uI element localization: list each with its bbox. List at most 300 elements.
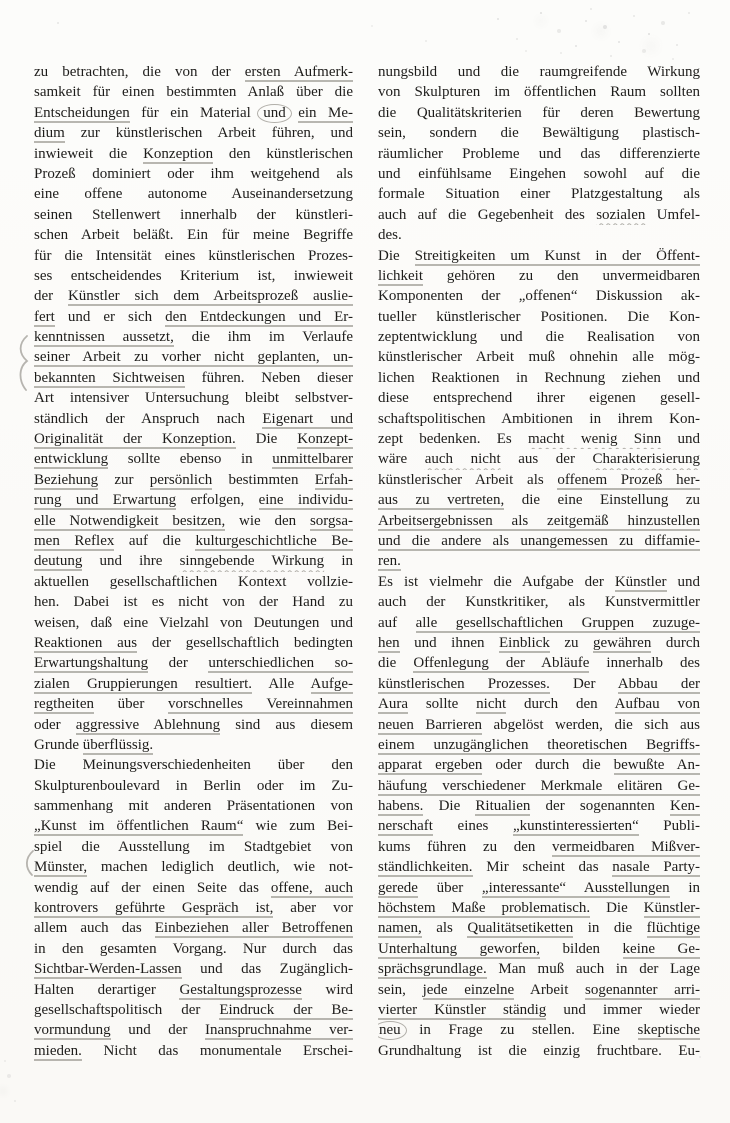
text-run: auf die	[114, 532, 196, 549]
text-line	[34, 490, 353, 510]
pencil-underline: Konzept-	[297, 431, 353, 448]
pencil-underline: vierter Künstler ständig	[378, 1001, 547, 1018]
pencil-underline: ren.	[378, 553, 401, 570]
text-line	[34, 449, 353, 469]
text-line	[378, 918, 700, 938]
scan-noise-speckles	[0, 0, 2, 2]
pencil-underline: Reaktionen aus	[34, 634, 138, 651]
text-run: Skulpturenboulevard in Berlin oder im Zu-	[34, 777, 353, 794]
text-run: nungsbild und die raumgreifende Wirkung	[378, 64, 700, 80]
text-run: der gesellschaftlich bedingten	[137, 634, 353, 651]
margin-paren-mark	[23, 849, 35, 877]
text-run: spiel die Ausstellung im Stadtgebiet von	[34, 838, 353, 855]
text-line	[34, 184, 353, 204]
text-line	[34, 1041, 353, 1061]
text-line	[378, 1041, 700, 1061]
text-run: Man muß auch in der Lage	[486, 961, 700, 978]
pencil-wavy-underline: Charakterisierung	[592, 451, 700, 468]
text-run: führen. Neben dieser	[184, 369, 353, 386]
pencil-underline: elle Notwendigkeit besitzen,	[34, 512, 226, 529]
text-line	[378, 511, 700, 531]
text-run: abgelöst werden, die sich aus	[481, 716, 700, 733]
pencil-underline: nasale Party-	[612, 859, 700, 876]
text-run: räumlicher Probleme und das differenzierte	[378, 145, 700, 162]
pencil-underline: höchstem Maße problematisch.	[378, 900, 591, 917]
text-line	[378, 123, 700, 143]
text-line	[34, 959, 353, 979]
text-run: die Qualitätskriterien für deren Bewertung	[378, 104, 700, 121]
pencil-underline: men Reflex	[34, 532, 115, 549]
text-run: über	[417, 879, 482, 896]
pencil-circle: und	[257, 104, 292, 123]
text-line	[378, 164, 700, 184]
text-line	[34, 715, 353, 735]
text-run: bilden	[540, 940, 623, 957]
margin-brace-mark	[15, 334, 31, 392]
pencil-underline: sogenannter arri-	[585, 981, 700, 998]
text-run: in den gesamten Vorgang. Nur durch das	[34, 940, 353, 957]
text-run: sollte	[408, 696, 477, 713]
text-line	[378, 776, 700, 796]
text-column-left	[34, 62, 353, 1061]
pencil-circle: neu	[378, 1021, 407, 1040]
text-line	[378, 470, 700, 490]
text-run: Arbeit	[514, 981, 586, 998]
text-run: und er sich	[54, 308, 166, 325]
text-run: samkeit für einen bestimmten Anlaß über die	[34, 84, 353, 101]
text-line	[34, 123, 353, 143]
text-line	[34, 470, 353, 490]
text-run: auf	[378, 614, 416, 631]
text-run: eine offene autonome Auseinandersetzung	[34, 186, 353, 203]
text-run: wie zum Bei-	[243, 818, 353, 835]
pencil-underline: alle gesellschaftlichen Gruppen zuzuge-	[415, 614, 700, 631]
pencil-underline: einem unzugänglichen theoretischen Begriffs-	[378, 736, 700, 753]
text-line	[34, 246, 353, 266]
pencil-underline: aggressive Ablehnung	[75, 716, 221, 733]
text-line	[378, 449, 700, 469]
text-run: Grunde	[34, 736, 83, 753]
text-run: wie den	[225, 512, 310, 529]
text-run: wird	[301, 981, 353, 998]
pencil-underline: Beziehung	[34, 471, 99, 488]
pencil-wavy-underline: auch nicht	[424, 451, 501, 468]
pencil-underline: ersten Aufmerk-	[244, 64, 353, 80]
text-line	[34, 735, 353, 755]
text-run: und das Zugänglich-	[181, 961, 353, 978]
text-run: ständlich der Anspruch nach	[34, 410, 263, 427]
text-line	[34, 918, 353, 938]
text-run: als	[421, 920, 468, 937]
text-line	[34, 613, 353, 633]
text-run: Die	[378, 247, 415, 264]
text-run: innerhalb des	[589, 655, 700, 672]
text-line	[378, 246, 700, 266]
text-line	[378, 633, 700, 653]
text-run: diese entsprechend ihrer eigenen gesell-	[378, 390, 700, 407]
text-run: Die	[423, 798, 476, 815]
text-run: Es ist vielmehr die Aufgabe der	[378, 573, 615, 590]
text-line	[378, 205, 700, 225]
pencil-underline: flüchtige	[646, 920, 700, 937]
pencil-underline: Offenlegung der Abläufe	[413, 655, 590, 672]
pencil-underline: Gestaltungsprozesse	[179, 981, 302, 998]
text-run: wäre	[378, 451, 425, 468]
text-line	[34, 286, 353, 306]
text-run: Mir scheint das	[472, 859, 613, 876]
pencil-underline: Erfah-	[314, 471, 353, 488]
pencil-underline: mieden.	[34, 1042, 82, 1059]
pencil-underline: kenntnissen aussetzt,	[34, 329, 174, 346]
pencil-underline: neuen Barrieren	[378, 716, 482, 733]
pencil-underline: Arbeitsergebnissen als zeitgemäß hinzustellen	[378, 512, 700, 529]
text-line	[34, 878, 353, 898]
pencil-underline: sorgsa-	[309, 512, 353, 529]
text-run: der sogenannten	[530, 798, 670, 815]
text-line	[34, 837, 353, 857]
pencil-underline: Ritualien	[475, 798, 531, 815]
text-run: zur	[98, 471, 150, 488]
text-run: und ihre	[82, 553, 180, 570]
text-line	[34, 225, 353, 245]
text-line	[34, 653, 353, 673]
pencil-underline: bewußte An-	[613, 757, 700, 774]
pencil-underline: Aufbau von	[614, 696, 700, 713]
text-line	[378, 857, 700, 877]
text-run: Grundhaltung ist die einzig fruchtbare. Eu-	[378, 1042, 700, 1059]
text-run: sind aus diesem	[220, 716, 353, 733]
text-run: Der	[549, 675, 618, 692]
text-run: Halten derartiger	[34, 981, 180, 998]
pencil-underline: ein Me-	[298, 104, 353, 121]
text-run: der	[34, 288, 68, 305]
text-run: Die	[590, 900, 644, 917]
text-run: den künstlerischen	[213, 145, 353, 162]
pencil-underline: apparat ergeben	[378, 757, 483, 774]
pencil-underline: Einblick	[499, 634, 550, 651]
text-line	[34, 755, 353, 775]
text-run: in	[324, 553, 353, 570]
pencil-underline: Aufge-	[310, 675, 353, 692]
text-line	[34, 347, 353, 367]
pencil-underline: Künstler sich dem Arbeitsprozeß auslie-	[67, 288, 353, 305]
text-line	[378, 653, 700, 673]
text-line	[378, 144, 700, 164]
text-run: Alle	[252, 675, 311, 692]
text-run: zu betrachten, die von der	[34, 64, 245, 80]
text-run: wendig auf der einen Seite das	[34, 879, 271, 896]
text-run: durch den	[506, 696, 615, 713]
pencil-underline: fert	[34, 308, 55, 325]
text-run: Art intensiver Untersuchung bleibt selbstver-	[34, 390, 353, 407]
pencil-underline: häufung verschiedener Merkmale elitären Ge-	[378, 777, 700, 794]
text-run: in	[669, 879, 700, 896]
text-run: sein,	[378, 981, 423, 998]
scan-noise-smudges	[0, 0, 2, 2]
text-line	[378, 735, 700, 755]
text-run: machen lediglich deutlich, wie not-	[87, 859, 353, 876]
text-line	[34, 266, 353, 286]
text-line	[378, 409, 700, 429]
pencil-underline: jede einzelne	[422, 981, 515, 998]
pencil-underline: Künstler	[614, 573, 667, 590]
text-run: und immer wieder	[546, 1001, 700, 1018]
text-line	[378, 1020, 700, 1040]
text-line	[378, 103, 700, 123]
text-line	[378, 898, 700, 918]
text-line	[378, 368, 700, 388]
text-line	[378, 225, 700, 245]
text-line	[378, 796, 700, 816]
text-line	[378, 816, 700, 836]
pencil-underline: überflüssig.	[82, 736, 154, 753]
text-line	[34, 551, 353, 571]
text-run: zur künstlerischen Arbeit führen, und	[64, 125, 353, 142]
text-run: formale Situation einer Platzgestaltung als	[378, 186, 700, 203]
pencil-underline: dium	[34, 125, 65, 142]
text-line	[34, 592, 353, 612]
text-run: seinen Stellenwert innerhalb der künstleri-	[34, 206, 353, 223]
pencil-underline: vermeidbaren Mißver-	[552, 838, 700, 855]
text-run: Komponenten der „offenen“ Diskussion ak-	[378, 288, 700, 305]
pencil-underline: Erwartungshaltung	[34, 655, 149, 672]
text-run: künstlerischer Arbeit als	[378, 471, 558, 488]
pencil-underline: Konzeption	[143, 145, 214, 162]
text-run: Umfel-	[645, 206, 700, 223]
text-run: inwieweit die	[34, 145, 144, 162]
text-run: des.	[378, 227, 402, 244]
text-line	[378, 327, 700, 347]
pencil-wavy-underline: sozialen	[596, 206, 646, 223]
text-line	[378, 715, 700, 735]
pencil-underline: Münster,	[34, 859, 88, 876]
text-run: und einfühlsame Eingehen sowohl auf die	[378, 165, 700, 182]
text-line	[378, 266, 700, 286]
text-line	[34, 164, 353, 184]
text-line	[34, 633, 353, 653]
pencil-underline: Entscheidungen	[34, 104, 130, 121]
text-run: schen Arbeit beläßt. Ein für meine Begriffe	[34, 227, 353, 244]
text-run: sein, sondern die Bewältigung plastisch-	[378, 125, 700, 142]
pencil-underline: vormundung	[34, 1022, 111, 1039]
text-line	[34, 1020, 353, 1040]
text-line	[378, 837, 700, 857]
text-line	[378, 613, 700, 633]
text-run: auch auf die Gegebenheit des	[378, 206, 597, 223]
text-line	[378, 388, 700, 408]
text-run: ses entscheidendes Kriterium ist, inwieweit	[34, 267, 353, 284]
text-run: durch	[651, 634, 700, 651]
text-line	[378, 62, 700, 82]
text-line	[378, 531, 700, 551]
text-run: zept bedenken. Es	[378, 431, 528, 448]
text-run: und ihnen	[399, 634, 500, 651]
pencil-underline: nicht	[476, 696, 507, 713]
pencil-underline: kontrovers geführte Gespräch ist,	[34, 900, 274, 917]
pencil-underline: entwicklung	[34, 451, 109, 468]
pencil-underline: namen,	[378, 920, 422, 937]
pencil-underline: offenem Prozeß her-	[557, 471, 700, 488]
text-line	[34, 531, 353, 551]
text-run: über	[93, 696, 168, 713]
text-line	[34, 674, 353, 694]
text-run: in Frage zu stellen. Eine	[401, 1022, 638, 1039]
text-run: allem auch das	[34, 920, 155, 937]
text-line	[378, 490, 700, 510]
text-run: aktuellen gesellschaftlichen Kontext vollzie-	[34, 573, 353, 590]
text-run	[287, 105, 298, 121]
text-line	[34, 796, 353, 816]
text-line	[378, 755, 700, 775]
text-line	[34, 409, 353, 429]
text-run: der	[148, 655, 209, 672]
pencil-underline: skeptische	[637, 1022, 700, 1039]
text-line	[34, 776, 353, 796]
text-line	[378, 878, 700, 898]
pencil-underline: hen	[378, 634, 400, 651]
text-run: zeptentwicklung und die Realisation von	[378, 329, 700, 346]
text-run: hen. Dabei ist es nicht von der Hand zu	[34, 594, 353, 611]
text-run: eines	[432, 818, 513, 835]
pencil-underline: Inanspruchnahme ver-	[204, 1022, 353, 1039]
text-line	[34, 327, 353, 347]
text-line	[34, 980, 353, 1000]
pencil-underline: Einbeziehen aller Betroffenen	[154, 920, 353, 937]
text-run: in die	[573, 920, 647, 937]
pencil-wavy-underline: macht wenig Sinn	[527, 431, 662, 448]
text-line	[378, 429, 700, 449]
text-line	[34, 694, 353, 714]
text-line	[34, 307, 353, 327]
text-run: lichen Reaktionen in Rechnung ziehen und	[378, 369, 700, 386]
text-run: erfolgen,	[176, 492, 259, 509]
text-line	[378, 572, 700, 592]
text-run: Die Meinungsverschiedenheiten über den	[34, 757, 353, 774]
pencil-underline: unterschiedlichen so-	[208, 655, 353, 672]
pencil-underline: Ken-	[670, 798, 700, 815]
pencil-underline: sprächsgrundlage.	[378, 961, 487, 978]
text-run: die eine Einstellung zu	[504, 492, 700, 509]
pencil-underline: lichkeit	[378, 267, 423, 284]
pencil-underline: Eindruck der Be-	[219, 1001, 353, 1018]
text-run: schaftspolitischen Ambitionen in ihrem Kon-	[378, 410, 700, 427]
pencil-underline: Abbau der	[617, 675, 700, 692]
text-run: für ein Material	[129, 104, 263, 121]
text-run: zu	[549, 634, 594, 651]
text-run: Die	[235, 431, 298, 448]
text-run: sollte ebenso in	[108, 451, 273, 468]
text-run: die ihm im Verlaufe	[173, 329, 353, 346]
text-line	[34, 572, 353, 592]
pencil-underline: gerede	[378, 879, 418, 896]
text-line	[378, 939, 700, 959]
pencil-underline: persönlich	[149, 471, 213, 488]
text-line	[34, 511, 353, 531]
pencil-underline: unmittelbarer	[272, 451, 353, 468]
pencil-underline: gewähren	[593, 634, 652, 651]
pencil-underline: künstlerischen Prozesses.	[378, 675, 550, 692]
text-line	[378, 551, 700, 571]
text-run: bestimmten	[212, 471, 315, 488]
pencil-underline: keine Ge-	[622, 940, 700, 957]
text-line	[34, 368, 353, 388]
pencil-underline: vorschnelles Vereinnahmen	[167, 696, 353, 713]
text-column-right	[378, 62, 700, 1061]
text-run: und der	[110, 1022, 205, 1039]
pencil-underline: „interessante“ Ausstellungen	[481, 879, 670, 896]
pencil-wavy-underline: sinngebende Wirkung	[179, 553, 325, 570]
pencil-underline: habens.	[378, 798, 424, 815]
pencil-underline: deutung	[34, 553, 83, 570]
text-line	[34, 816, 353, 836]
text-line	[34, 103, 353, 123]
text-run: kums führen zu den	[378, 838, 553, 855]
pencil-underline: Aura	[378, 696, 408, 713]
text-line	[378, 674, 700, 694]
pencil-underline: „kunstinteressierten“	[512, 818, 639, 835]
pencil-underline: ständlichkeiten.	[378, 859, 473, 876]
pencil-underline: Unterhaltung geworfen,	[378, 940, 541, 957]
text-run: und	[661, 431, 700, 448]
text-line	[378, 347, 700, 367]
pencil-underline: seiner Arbeit zu vorher nicht geplanten, un-	[34, 349, 353, 366]
pencil-underline: und die andere als unangemessen zu diffamie-	[378, 532, 700, 549]
text-run: oder durch die	[482, 757, 614, 774]
pencil-underline: nerschaft	[378, 818, 433, 835]
text-run: und	[666, 573, 700, 590]
text-line	[378, 980, 700, 1000]
pencil-underline: „Kunst im öffentlichen Raum“	[34, 818, 244, 835]
text-line	[34, 429, 353, 449]
text-run: für die Intensität eines künstlerischen Prozes-	[34, 247, 353, 264]
text-run: von Skulpturen im öffentlichen Raum sollten	[378, 84, 700, 101]
pencil-underline: zialen Gruppierungen resultiert.	[34, 675, 253, 692]
pencil-underline: offene, auch	[270, 879, 353, 896]
pencil-underline: rung und Erwartung	[34, 492, 177, 509]
text-line	[34, 62, 353, 82]
text-run: oder	[34, 716, 76, 733]
pencil-underline: Sichtbar-Werden-Lassen	[34, 961, 182, 978]
text-line	[378, 184, 700, 204]
pencil-underline: bekannten Sichtweisen	[34, 369, 185, 386]
text-run: tueller künstlerischer Positionen. Die Kon-	[378, 308, 700, 325]
text-line	[378, 1000, 700, 1020]
pencil-underline: Künstler-	[643, 900, 700, 917]
text-run: künstlerischer Arbeit muß ohnehin alle mög-	[378, 349, 700, 366]
pencil-underline: Eigenart und	[262, 410, 353, 427]
text-line	[378, 959, 700, 979]
text-line	[34, 144, 353, 164]
text-run: aber vor	[273, 900, 353, 917]
text-line	[34, 898, 353, 918]
pencil-underline: Originalität der Konzeption.	[34, 431, 236, 448]
text-line	[378, 286, 700, 306]
pencil-underline: kulturgeschichtliche Be-	[195, 532, 353, 549]
pencil-underline: aus zu vertreten,	[378, 492, 505, 509]
text-run: gesellschaftspolitisch der	[34, 1001, 220, 1018]
text-run: die	[378, 655, 414, 672]
pencil-underline: Qualitätsetiketten	[467, 920, 574, 937]
text-line	[34, 388, 353, 408]
pencil-underline: den Entdeckungen und Er-	[165, 308, 353, 325]
text-run: auch der Kunstkritiker, als Kunstvermittler	[378, 594, 700, 611]
pencil-underline: Streitigkeiten um Kunst in der Öffent-	[414, 247, 700, 264]
text-run: gehören zu den unvermeidbaren	[423, 267, 700, 284]
text-run: Publi-	[638, 818, 700, 835]
text-run: Nicht das monumentale Erschei-	[81, 1042, 353, 1059]
text-line	[378, 592, 700, 612]
text-run: sammenhang mit anderen Präsentationen von	[34, 798, 353, 815]
